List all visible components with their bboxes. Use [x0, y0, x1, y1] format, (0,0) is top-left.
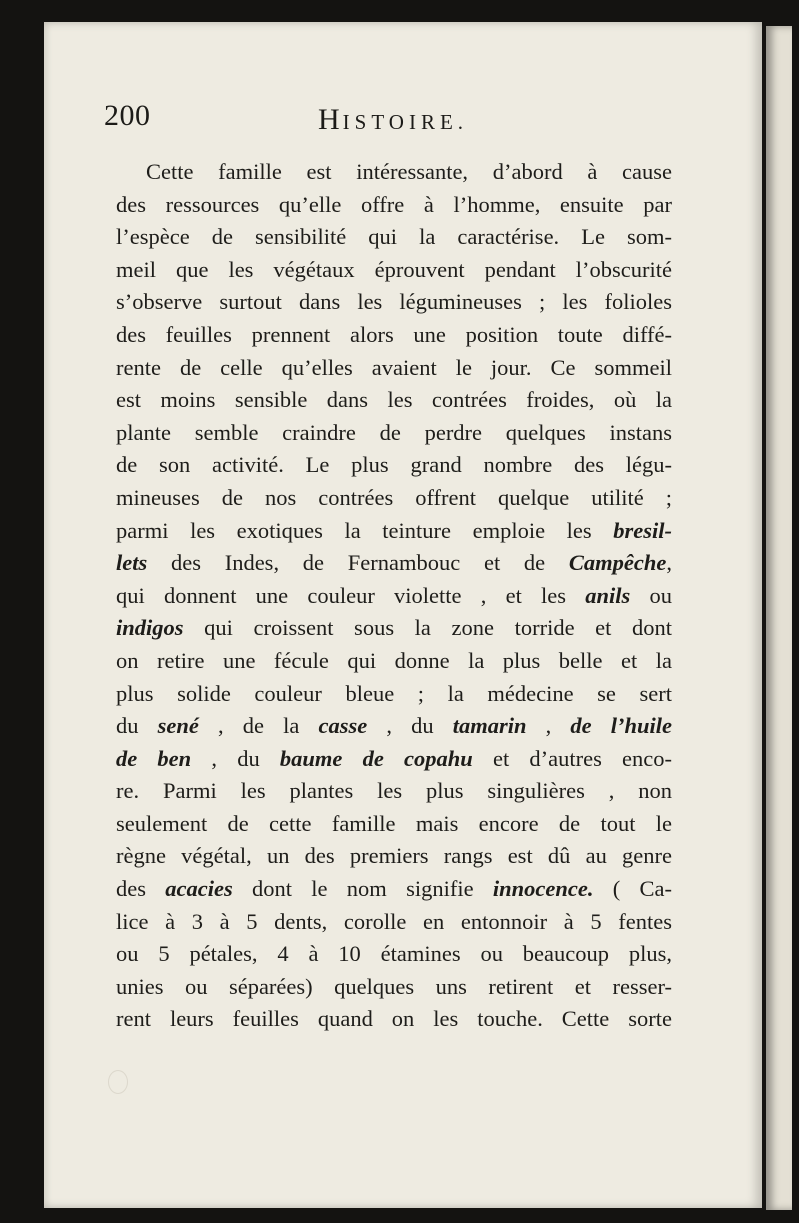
- text-run: règne végétal, un des premiers rangs est dû au genre: [116, 843, 672, 869]
- text-run: l’espèce de sensibilité qui la caractérise. Le som-: [116, 224, 672, 250]
- text-run: , de la: [198, 713, 319, 739]
- text-run: parmi les exotiques la teinture emploie les: [116, 517, 614, 543]
- italic-term: innocence.: [492, 876, 594, 902]
- text-run: unies ou séparées) quelques uns retirent et resser-: [116, 973, 672, 999]
- text-line: [116, 840, 672, 873]
- text-run: , du: [191, 745, 280, 771]
- italic-term: sené: [157, 713, 199, 739]
- text-run: de son activité. Le plus grand nombre des légu-: [116, 452, 672, 478]
- text-line: [116, 482, 672, 515]
- text-line: [116, 580, 672, 613]
- text-line: [116, 743, 672, 776]
- italic-term: acacies: [165, 876, 233, 902]
- text-line: [116, 971, 672, 1004]
- text-run: des: [116, 876, 166, 902]
- text-line: [116, 417, 672, 450]
- italic-term: lets: [116, 550, 148, 576]
- text-run: rent leurs feuilles quand on les touche. Cette sorte: [116, 1006, 672, 1032]
- paper-stain: [108, 1070, 128, 1094]
- italic-term: casse: [318, 713, 368, 739]
- text-run: lice à 3 à 5 dents, corolle en entonnoir à 5 fentes: [116, 908, 672, 934]
- text-line: [116, 449, 672, 482]
- text-run: meil que les végétaux éprouvent pendant l’obscurité: [116, 256, 672, 282]
- italic-term: baume de copahu: [279, 745, 473, 771]
- text-line: [116, 547, 672, 580]
- text-run: re. Parmi les plantes les plus singulières , non: [116, 778, 672, 804]
- text-line: [116, 319, 672, 352]
- text-line: [116, 873, 672, 906]
- text-run: est moins sensible dans les contrées froides, où la: [116, 387, 672, 413]
- text-run: des feuilles prennent alors une position toute diffé-: [116, 321, 672, 347]
- text-run: qui croissent sous la zone torride et dont: [183, 615, 672, 641]
- text-line: [116, 808, 672, 841]
- text-run: s’observe surtout dans les légumineuses ; les folioles: [116, 289, 672, 315]
- text-line: [116, 286, 672, 319]
- text-line: [116, 938, 672, 971]
- text-run: ou: [630, 582, 672, 608]
- text-run: qui donnent une couleur violette , et les: [116, 582, 586, 608]
- italic-term: de ben: [116, 745, 192, 771]
- text-line: [116, 156, 672, 189]
- text-run: des Indes, de Fernambouc et de: [147, 550, 569, 576]
- text-line: [116, 254, 672, 287]
- text-line: [116, 645, 672, 678]
- text-run: on retire une fécule qui donne la plus belle et la: [116, 647, 672, 673]
- text-line: [116, 906, 672, 939]
- running-head: [318, 102, 468, 140]
- text-run: ( Ca-: [593, 876, 673, 902]
- running-head-rest: ISTOIRE.: [342, 110, 469, 134]
- body-text: [116, 156, 672, 1036]
- text-run: mineuses de nos contrées offrent quelque utilité ;: [116, 484, 672, 510]
- text-line: [116, 384, 672, 417]
- text-line: [116, 678, 672, 711]
- text-run: plante semble craindre de perdre quelques instans: [116, 419, 672, 445]
- text-line: [116, 612, 672, 645]
- text-run: et d’autres enco-: [472, 745, 672, 771]
- text-run: plus solide couleur bleue ; la médecine se sert: [116, 680, 672, 706]
- italic-term: tamarin: [452, 713, 527, 739]
- text-line: [116, 710, 672, 743]
- text-run: rente de celle qu’elles avaient le jour. Ce sommeil: [116, 354, 672, 380]
- text-run: seulement de cette famille mais encore de tout le: [116, 810, 672, 836]
- italic-term: indigos: [116, 615, 184, 641]
- italic-term: anils: [585, 582, 631, 608]
- text-run: du: [116, 713, 158, 739]
- text-line: [116, 1003, 672, 1036]
- italic-term: bresil-: [613, 517, 672, 543]
- text-run: dont le nom signifie: [232, 876, 493, 902]
- text-line: [116, 221, 672, 254]
- page-header: [104, 98, 564, 138]
- text-line: [116, 775, 672, 808]
- page-number: 200: [104, 99, 151, 132]
- italic-term: de l’huile: [570, 713, 672, 739]
- text-line: [116, 189, 672, 222]
- text-run: ,: [666, 550, 672, 576]
- italic-term: Campêche: [568, 550, 667, 576]
- text-line: [116, 515, 672, 548]
- running-head-initial: H: [318, 103, 343, 136]
- text-run: des ressources qu’elle offre à l’homme, ensuite par: [116, 191, 672, 217]
- text-run: , du: [367, 713, 453, 739]
- text-run: ,: [526, 713, 571, 739]
- text-run: Cette famille est intéressante, d’abord à cause: [146, 159, 672, 184]
- text-line: [116, 352, 672, 385]
- text-run: ou 5 pétales, 4 à 10 étamines ou beaucoup plus,: [116, 941, 672, 967]
- facing-page-edge: [766, 26, 792, 1210]
